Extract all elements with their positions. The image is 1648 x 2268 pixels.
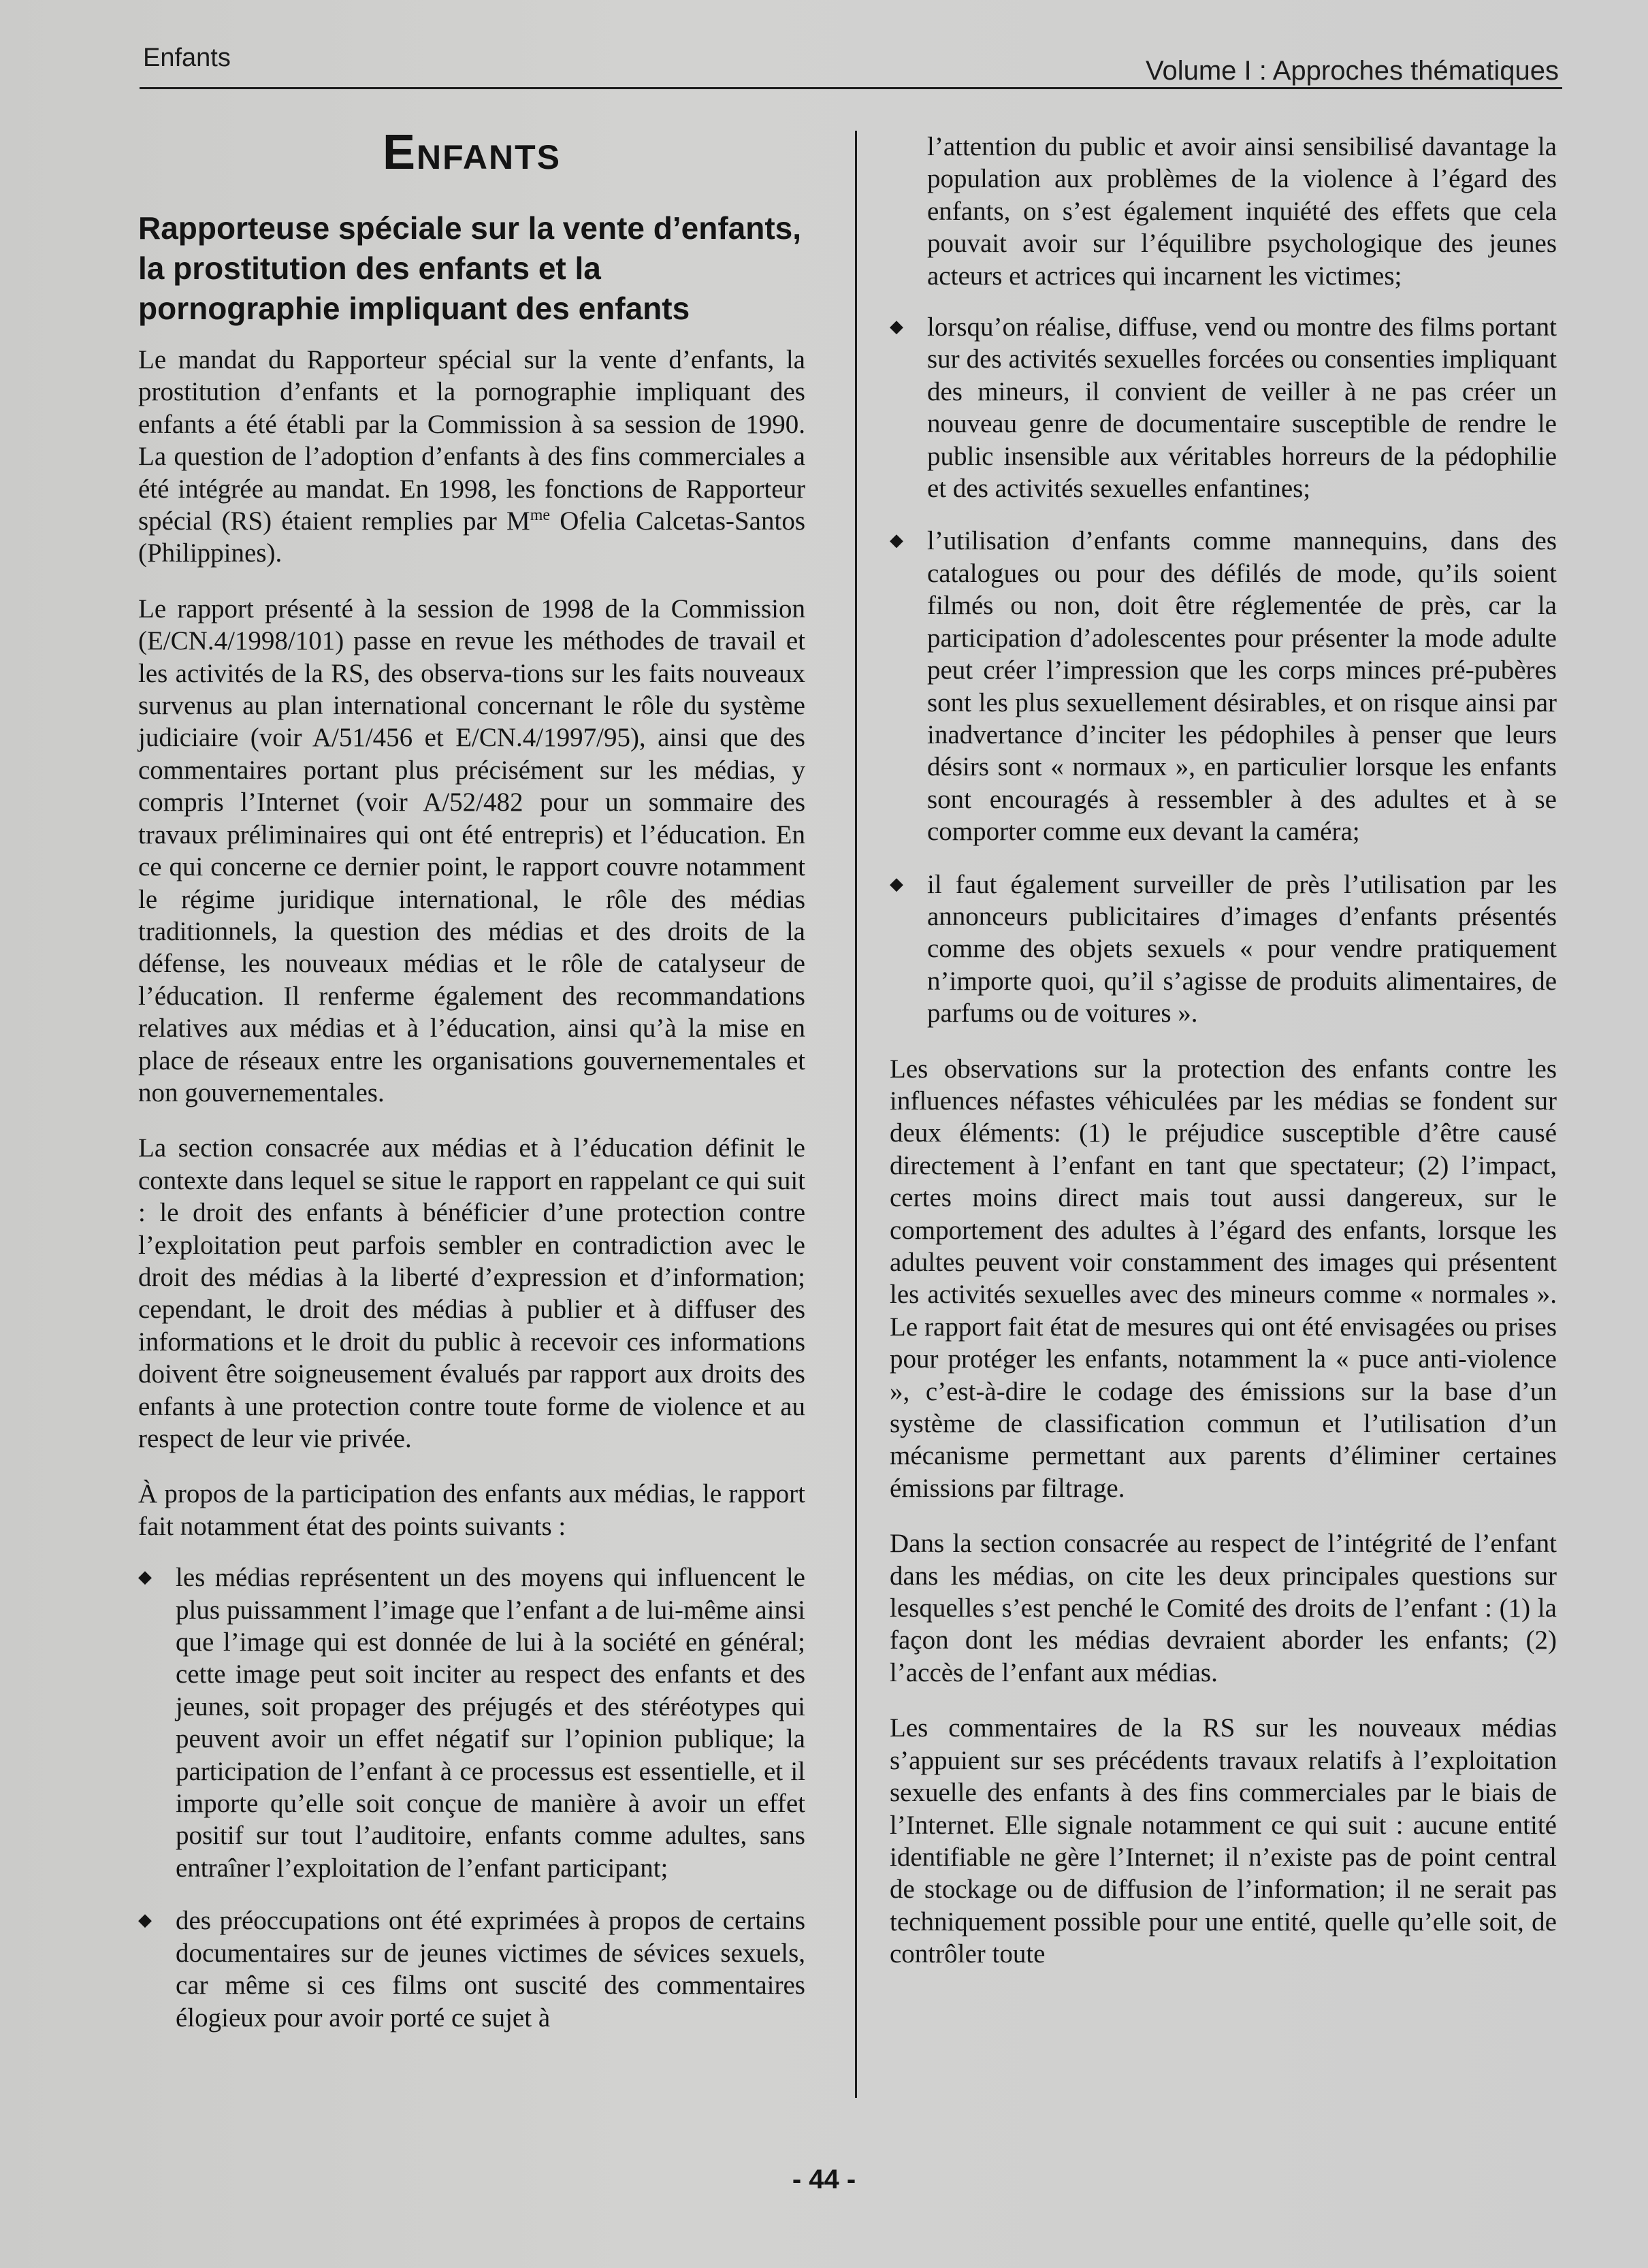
list-item: ◆ des préoccupations ont été exprimées à propos de certains documentaires sur de jeunes victimes de sévices sexuels, car même si ces films ont suscité des commentaires élogieux pour avoir porté ce sujet à	[138, 1906, 805, 2032]
right-column	[890, 131, 1557, 1994]
header-rule	[140, 87, 1562, 89]
diamond-bullet-icon: ◆	[890, 317, 903, 338]
paragraph-mandate: Le mandat du Rapporteur spécial sur la vente d’enfants, la prostitution d’enfants et la pornographie impliquant des enfants a été établi par la Commission à sa session de 1990. La question de l’adoption d’enfants à des fins commerciales a été intégrée au mandat. En 1998, les fonctions de Rapporteur spécial (RS) étaient remplies par $M^{me}$ Ofelia Calcetas-Santos (Philippines).	[138, 345, 805, 568]
subsection-title: Rapporteuse spéciale sur la vente d’enfants, la prostitution des enfants et la pornographie impliquant des enfants	[138, 210, 801, 326]
section-title: Enfants	[382, 125, 562, 180]
paragraph-new-media: Les commentaires de la RS sur les nouveaux médias s’appuient sur ses précédents travaux relatifs à l’exploitation sexuelle des enfants à des fins commerciales par le biais de l’Internet. Elle signale notamment ce qui suit : aucune entité identifiable ne gère l’Internet; il n’existe pas de point central de stockage ou de diffusion de l’information; il ne serait pas techniquement possible pour une entité, quelle qu’elle soit, de contrôler toute	[890, 1713, 1557, 1969]
paragraph-participation: À propos de la participation des enfants aux médias, le rapport fait notamment état des points suivants :	[138, 1479, 805, 1541]
paragraph-report: Le rapport présenté à la session de 1998 de la Commission (E/CN.4/1998/101) passe en revue les méthodes de travail et les activités de la RS, des observa-tions sur les faits nouveaux survenus au plan international concernant le rôle du système judiciaire (voir A/51/456 et E/CN.4/1997/95), ainsi que des commentaires portant plus précisément sur les médias, y compris l’Internet (voir A/52/482 pour un sommaire des travaux préliminaires qui ont été entrepris) et l’éducation. En ce qui concerne ce dernier point, le rapport couvre notamment le régime juridique international, le rôle des médias traditionnels, la question des médias et des droits de la défense, les nouveaux médias et le rôle de catalyseur de l’éducation. Il renferme également des recommandations relatives aux médias et à l’éducation, ainsi qu’à la mise en place de réseaux entre les organisations gouvernementales et non gouvernementales.	[138, 594, 805, 1107]
diamond-bullet-icon: ◆	[138, 1910, 152, 1931]
paragraph-context: La section consacrée aux médias et à l’éducation définit le contexte dans lequel se situe le rapport en rappelant ce qui suit : le droit des enfants à bénéficier d’une protection contre l’exploitation peut parfois sembler en contradiction avec le droit des médias à la liberté d’expression et d’information; cependant, le droit des médias à publier et à diffuser des informations et le droit du public à recevoir ces informations doivent être soigneusement évalués par rapport aux droits des enfants à une protection contre toute forme de violence et au respect de leur vie privée.	[138, 1133, 805, 1453]
header-left-title: Enfants	[143, 44, 231, 72]
diamond-bullet-icon: ◆	[138, 1567, 152, 1588]
list-item: ◆ lorsqu’on réalise, diffuse, vend ou montre des films portant sur des activités sexuelles forcées ou consenties impliquant des mineurs, il convient de veiller à ne pas créer un nouveau genre de documentaire susceptible de rendre le public insensible aux véritables horreurs de la pédophilie et des activités sexuelles enfantines;	[890, 312, 1557, 504]
left-column	[138, 124, 805, 2057]
bullet-list-right	[890, 311, 1557, 1030]
diamond-bullet-icon: ◆	[890, 530, 903, 551]
list-item: ◆ il faut également surveiller de près l’utilisation par les annonceurs publicitaires d’images d’enfants présentés comme des objets sexuels « pour vendre pratiquement n’importe quoi, qu’il s’agisse de produits alimentaires, de parfums ou de voitures ».	[890, 869, 1557, 1028]
running-header	[140, 41, 1562, 88]
page-number: - 44 -	[792, 2165, 856, 2194]
paragraph-integrity: Dans la section consacrée au respect de l’intégrité de l’enfant dans les médias, on cite les deux principales questions sur lesquelles s’est penché le Comité des droits de l’enfant : (1) la façon dont les médias devraient aborder les enfants; (2) l’accès de l’enfant aux médias.	[890, 1529, 1557, 1687]
bullet-continuation: l’attention du public et avoir ainsi sensibilisé davantage la population aux problèmes de la violence à l’égard des enfants, on s’est également inquiété des effets que cela pouvait avoir sur l’équilibre psychologique des jeunes acteurs et actrices qui incarnent les victimes;	[927, 132, 1557, 291]
bullet-list-left	[138, 1561, 805, 2034]
header-right-title: Volume I : Approches thématiques	[1145, 56, 1559, 86]
paragraph-protection: Les observations sur la protection des enfants contre les influences néfastes véhiculées par les médias se fondent sur deux éléments: (1) le préjudice susceptible d’être causé directement à l’enfant en tant que spectateur; (2) l’impact, certes moins direct mais tout aussi dangereux, sur le comportement des adultes à l’égard des enfants, lorsque les adultes peuvent voir constamment des images qui présentent les activités sexuelles avec des mineurs comme « normales ». Le rapport fait état de mesures qui ont été envisagées ou prises pour protéger les enfants, notamment la « puce anti-violence », c’est-à-dire le codage des émissions sur la base d’un système de classification commun et l’utilisation d’un mécanisme permettant aux parents d’éliminer certaines émissions par filtrage.	[890, 1054, 1557, 1503]
column-divider	[855, 131, 857, 2098]
diamond-bullet-icon: ◆	[890, 873, 903, 894]
list-item: ◆ les médias représentent un des moyens qui influencent le plus puissamment l’image que l’enfant a de lui-même ainsi que l’image qui est donnée de lui à la société en général; cette image peut soit inciter au respect des enfants et des jeunes, soit propager des préjugés et des stéréotypes qui peuvent avoir un effet négatif sur l’opinion publique; la participation de l’enfant à ce processus est essentielle, et il importe qu’elle soit conçue de manière à avoir un effet positif sur tout l’auditoire, enfants comme adultes, sans entraîner l’exploitation de l’enfant participant;	[138, 1563, 805, 1883]
list-item: ◆ l’utilisation d’enfants comme mannequins, dans des catalogues ou pour des défilés de mode, qu’ils soient filmés ou non, doit être réglementée de près, car la participation d’adolescentes pour présenter la mode adulte peut créer l’impression que les corps minces pré-pubères sont les plus sexuellement désirables, et on risque ainsi par inadvertance d’inciter les pédophiles à penser que leurs désirs sont « normaux », en particulier lorsque les enfants sont encouragés à ressembler à des adultes et à se comporter comme eux devant la caméra;	[890, 526, 1557, 847]
